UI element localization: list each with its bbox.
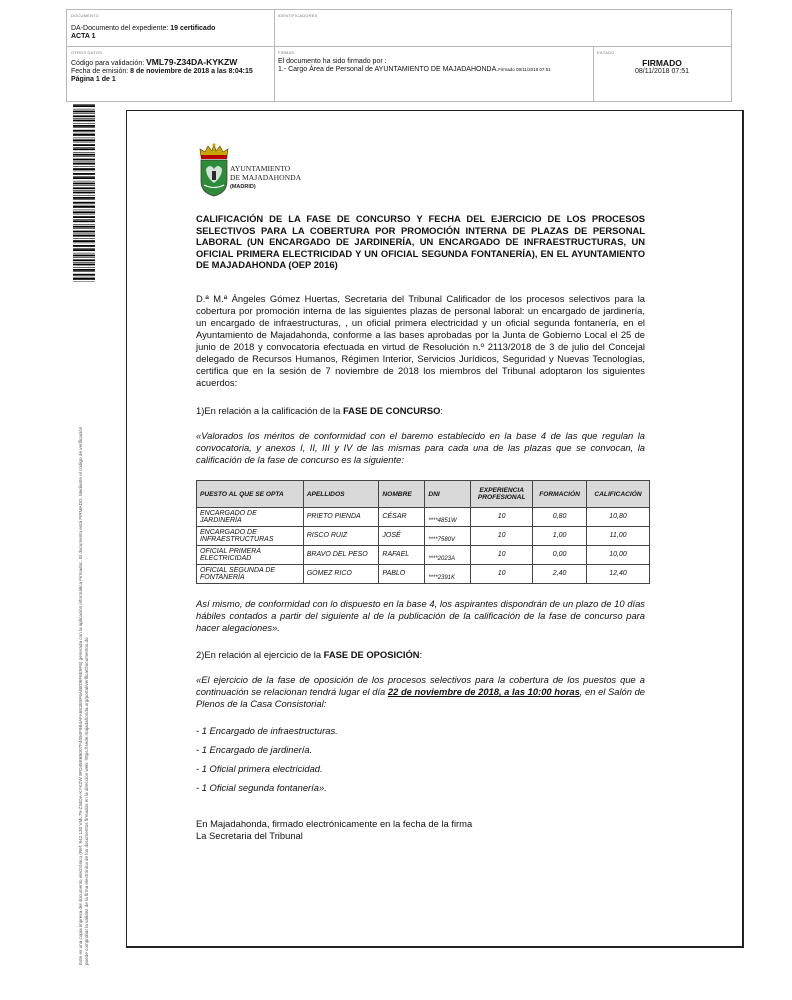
barcode-bar [73, 171, 95, 172]
side-text-line2: puede comprobar la validez de la firma electrónica de los documentos firmados en la dirección web: https://sede.majadahonda.org/portal/verificarDocumentos.do [83, 637, 89, 965]
barcode-bar [73, 274, 95, 276]
table-header-cell: APELLIDOS [303, 481, 379, 508]
section-2-heading [196, 649, 645, 661]
barcode-bar [73, 259, 95, 261]
barcode-bar [73, 253, 95, 254]
intro-paragraph: D.ª M.ª Ángeles Gómez Huertas, Secretaria del Tribunal Calificador de los procesos selectivos para la cobertura por promoción interna de las siguientes plazas de personal laboral: un encargado de jardinería, un encargado de infraestructuras, , un oficial primera electricidad y un oficial segunda fontanería, en el Ayuntamiento de Majadahonda, conforme a las bases aprobadas por la Junta de Gobierno Local el 25 de junio de 2018 y convocatoria efectuada en virtud de Resolución n.º 2113/2018 de 3 de julio del Concejal delegado de Recursos Humanos, Régimen Interior, Servicios Jurídicos, Seguridad y Nuevas Tecnologías, certifica que en la sesión de 7 noviembre de 2018 los miembros del Tribunal adoptaron los siguientes acuerdos: [196, 293, 645, 388]
firmas-label: FIRMAS [278, 50, 295, 55]
header-divider [274, 10, 275, 46]
table-cell: CÉSAR [379, 508, 425, 527]
barcode-bar [73, 211, 95, 213]
ayuntamiento-name [230, 165, 301, 192]
barcode-bar [73, 240, 95, 242]
table-header-row [197, 481, 650, 508]
documento-line [71, 25, 271, 33]
table-cell: RAFAEL [379, 546, 425, 565]
table-row [197, 508, 650, 527]
barcode-bar [73, 234, 95, 235]
barcode-bar [73, 111, 95, 113]
firmas-line2 [278, 66, 590, 74]
table-header-cell: EXPERIENCIA PROFESIONAL [471, 481, 533, 508]
table-row [197, 546, 650, 565]
barcode-bar [73, 104, 95, 105]
codigo-prefix: Código para validación: [71, 60, 147, 67]
barcode-bar [73, 181, 95, 182]
barcode-bar [73, 130, 95, 132]
identificadores-cell [278, 13, 317, 18]
document-title: CALIFICACIÓN DE LA FASE DE CONCURSO Y FECHA DEL EJERCICIO DE LOS PROCESOS SELECTIVOS PARA LA COBERTURA POR PROMOCIÓN INTERNA DE PLAZAS DE PERSONAL LABORAL (UN ENCARGADO DE JARDINERÍA, UN ENCARGADO DE INFRAESTRUCTURAS, UN OFICIAL PRIMERA ELECTRICIDAD Y UN OFICIAL SEGUNDA FONTANERÍA), EN EL AYUNTAMIENTO DE MAJADAHONDA (OEP 2016) [196, 213, 645, 271]
barcode-bar [73, 224, 95, 225]
fecha-prefix: Fecha de emisión: [71, 68, 131, 75]
barcode-bar [73, 152, 95, 153]
header-divider [67, 46, 731, 47]
closing [196, 818, 645, 841]
header-divider [274, 46, 275, 101]
table-header-cell: NOMBRE [379, 481, 425, 508]
barcode-bar [73, 278, 95, 280]
codigo-validacion [71, 58, 271, 68]
barcode-bar [73, 214, 95, 215]
table-body [197, 508, 650, 584]
s1-suffix: : [440, 405, 443, 416]
barcode-bar [73, 147, 95, 148]
firmas-cell [278, 50, 590, 74]
fecha-emision [71, 68, 271, 76]
barcode-bar [73, 248, 95, 249]
barcode-bar [73, 113, 95, 114]
barcode-bar [73, 257, 95, 258]
documento-label: DOCUMENTO [71, 13, 99, 18]
documento-acta: ACTA 1 [71, 33, 96, 40]
barcode-bar [73, 133, 95, 134]
table-header-cell: PUESTO AL QUE SE OPTA [197, 481, 304, 508]
barcode-bar [73, 231, 95, 233]
table-cell: PRIETO PIENDA [303, 508, 379, 527]
table-cell: PABLO [379, 565, 425, 584]
barcode-bar [73, 183, 95, 185]
table-cell: ****2023A [425, 546, 471, 565]
barcode-bar [73, 134, 95, 136]
barcode-bar [73, 262, 95, 263]
header-divider [593, 46, 594, 101]
barcode-bar [73, 255, 95, 257]
barcode-bar [73, 210, 95, 211]
table-cell: 10 [471, 565, 533, 584]
results-table [196, 480, 650, 584]
barcode-bar [73, 105, 95, 107]
table-cell: 10,80 [587, 508, 650, 527]
positions-list [196, 725, 645, 794]
barcode-bar [73, 163, 95, 165]
table-header-cell: FORMACIÓN [533, 481, 587, 508]
barcode-bar [73, 190, 95, 191]
table-cell: OFICIAL PRIMERA ELECTRICIDAD [197, 546, 304, 565]
list-item: - 1 Oficial primera electricidad. [196, 763, 323, 774]
s2-quote-b: , en el Salón de Plenos de la Casa Consistorial: [196, 686, 646, 709]
table-cell: 12,40 [587, 565, 650, 584]
documento-number: 19 certificado [170, 25, 216, 32]
barcode-bar [73, 271, 95, 272]
estado-label: ESTADO [597, 50, 615, 55]
side-verification-content [78, 282, 89, 965]
logo-line2: DE MAJADAHONDA [230, 172, 302, 182]
list-item: - 1 Encargado de jardinería. [196, 744, 313, 755]
barcode-bar [73, 125, 95, 127]
pagina: Página 1 de 1 [71, 76, 116, 83]
barcode-bar [73, 277, 95, 278]
firmas-line1: El documento ha sido firmado por : [278, 58, 387, 65]
barcode-bar [73, 173, 95, 175]
s2-prefix: 2)En relación al ejercicio de la [196, 649, 324, 660]
section-1-heading [196, 405, 645, 417]
barcode-bar [73, 127, 95, 128]
barcode-bar [73, 216, 95, 218]
table-cell: 11,00 [587, 527, 650, 546]
barcode-bar [73, 139, 95, 141]
identificadores-label: IDENTIFICADORES [278, 13, 318, 18]
s2-suffix: : [419, 649, 423, 660]
barcode-bar [73, 156, 95, 157]
barcode-bar [73, 115, 95, 117]
barcode-bar [73, 118, 95, 119]
barcode-bar [73, 192, 95, 194]
estado-cell [597, 50, 727, 76]
table-cell: ENCARGADO DE JARDINERÍA [197, 508, 304, 527]
barcode [73, 104, 95, 282]
table-cell: ****4851W [425, 508, 471, 527]
shield-icon [201, 160, 227, 196]
otros-datos-label: OTROS DATOS [71, 50, 102, 55]
table-header-cell: CALIFICACIÓN [587, 481, 650, 508]
table-cell: 10 [471, 546, 533, 565]
table-cell: ****2391K [425, 565, 471, 584]
logo-line3: (MADRID) [230, 184, 256, 190]
barcode-bar [73, 185, 95, 186]
section-1-after: Así mismo, de conformidad con lo dispuesto en la base 4, los aspirantes dispondrán de un plazo de 10 días hábiles contados a partir del siguiente al de la publicación de la calificación de la fase de concurso para hacer alegaciones». [196, 598, 645, 633]
barcode-bar [73, 197, 95, 199]
estado-date: 08/11/2018 07:51 [635, 68, 689, 75]
table-cell: 0,00 [533, 546, 587, 565]
barcode-bar [73, 109, 95, 110]
barcode-bar [73, 238, 95, 239]
documento-prefix: DA-Documento del expediente: [71, 25, 171, 32]
barcode-bar [73, 269, 95, 271]
table-cell: 2,40 [533, 565, 587, 584]
table-cell: OFICIAL SEGUNDA DE FONTANERÍA [197, 565, 304, 584]
side-text-line1: Este es una copia impresa del documento electrónico (Ref: 842 130 VML79-Z34DA-KYKZW 9FD48E6B007F4094F9B4AFA6E3E5F6AB8D6F6E9F8) generada con la aplicación informática Firmadoc. El documento está FIRMADO. Mediante el código de verificación [78, 426, 83, 965]
barcode-bar [73, 205, 95, 206]
barcode-bar [73, 219, 95, 220]
table-cell: 0,80 [533, 508, 587, 527]
barcode-bar [73, 220, 95, 222]
barcode-bar [73, 177, 95, 179]
barcode-bar [73, 206, 95, 208]
fecha-value: 8 de noviembre de 2018 a las 8:04:15 [130, 68, 253, 75]
s2-quote-a: «El ejercicio de la fase de oposición de los procesos selectivos para la cobertura de los puestos que a continuación se relacionan tendrá lugar el día [196, 674, 645, 697]
barcode-bar [73, 138, 95, 139]
barcode-bar [73, 202, 95, 204]
table-cell: ENCARGADO DE INFRAESTRUCTURAS [197, 527, 304, 546]
firmas-line2-text: 1.- Cargo Área de Personal de AYUNTAMIENTO DE MAJADAHONDA. [278, 66, 499, 73]
barcode-bar [73, 176, 95, 177]
s1-bold: FASE DE CONCURSO [342, 405, 441, 416]
estado-value: FIRMADO [642, 58, 682, 68]
table-row [197, 527, 650, 546]
barcode-bar [73, 249, 95, 251]
barcode-bar [73, 123, 95, 124]
closing-line2: La Secretaria del Tribunal [196, 829, 303, 841]
s2-bold: FASE DE OPOSICIÓN [323, 649, 420, 660]
table-cell: BRAVO DEL PESO [303, 546, 379, 565]
barcode-bar [73, 166, 95, 167]
table-cell: RISCO RUIZ [303, 527, 379, 546]
list-item: - 1 Encargado de infraestructuras. [196, 725, 338, 736]
barcode-bar [73, 142, 95, 143]
barcode-bar [73, 159, 95, 161]
exam-date: 22 de noviembre de 2018, a las 10:00 horas [387, 686, 580, 697]
table-row [197, 565, 650, 584]
list-item: - 1 Oficial segunda fontanería». [196, 782, 327, 793]
section-2-quote [196, 674, 645, 710]
firmas-small-date: Firmado 08/11/2018 07:51 [498, 67, 551, 72]
barcode-bar [73, 120, 95, 122]
coat-of-arms-logo [196, 143, 232, 197]
barcode-bar [73, 195, 95, 196]
table-cell: 10,00 [587, 546, 650, 565]
table-header-cell: DNI [425, 481, 471, 508]
logo-line1: AYUNTAMIENTO [230, 164, 291, 173]
table-cell: 1,00 [533, 527, 587, 546]
barcode-bar [73, 154, 95, 156]
section-1-quote: «Valorados los méritos de conformidad con el baremo establecido en la base 4 de las que regulan la convocatoria, y anexos I, II, III y IV de las mismas para cada una de las plazas que se convocan, la calificación de la fase de concurso es la siguiente: [196, 430, 645, 465]
barcode-bar [73, 199, 95, 200]
document-header [66, 9, 732, 102]
documento-cell [71, 13, 271, 41]
s1-prefix: 1)En relación a la calificación de la [196, 405, 343, 416]
barcode-bar [73, 187, 95, 189]
closing-line1: En Majadahonda, firmado electrónicamente en la fecha de la firma [196, 818, 473, 829]
table-cell: ****7580V [425, 527, 471, 546]
barcode-bar [73, 144, 95, 146]
table-cell: JOSÉ [379, 527, 425, 546]
barcode-bar [73, 162, 95, 163]
barcode-bar [73, 267, 95, 268]
side-verification-text [78, 282, 90, 965]
barcode-bar [73, 264, 95, 266]
barcode-bar [73, 245, 95, 247]
barcode-bar [73, 228, 95, 229]
barcode-bar [73, 243, 95, 244]
codigo-value[interactable]: VML79-Z34DA-KYKZW [146, 57, 238, 67]
table-cell: GÓMEZ RICO [303, 565, 379, 584]
barcode-bar [73, 168, 95, 170]
barcode-bar [73, 148, 95, 150]
table-cell: 10 [471, 508, 533, 527]
barcode-bar [73, 235, 95, 237]
table-cell: 10 [471, 527, 533, 546]
crown-icon [200, 144, 228, 160]
otros-datos-cell [71, 50, 271, 84]
barcode-bar [73, 226, 95, 228]
